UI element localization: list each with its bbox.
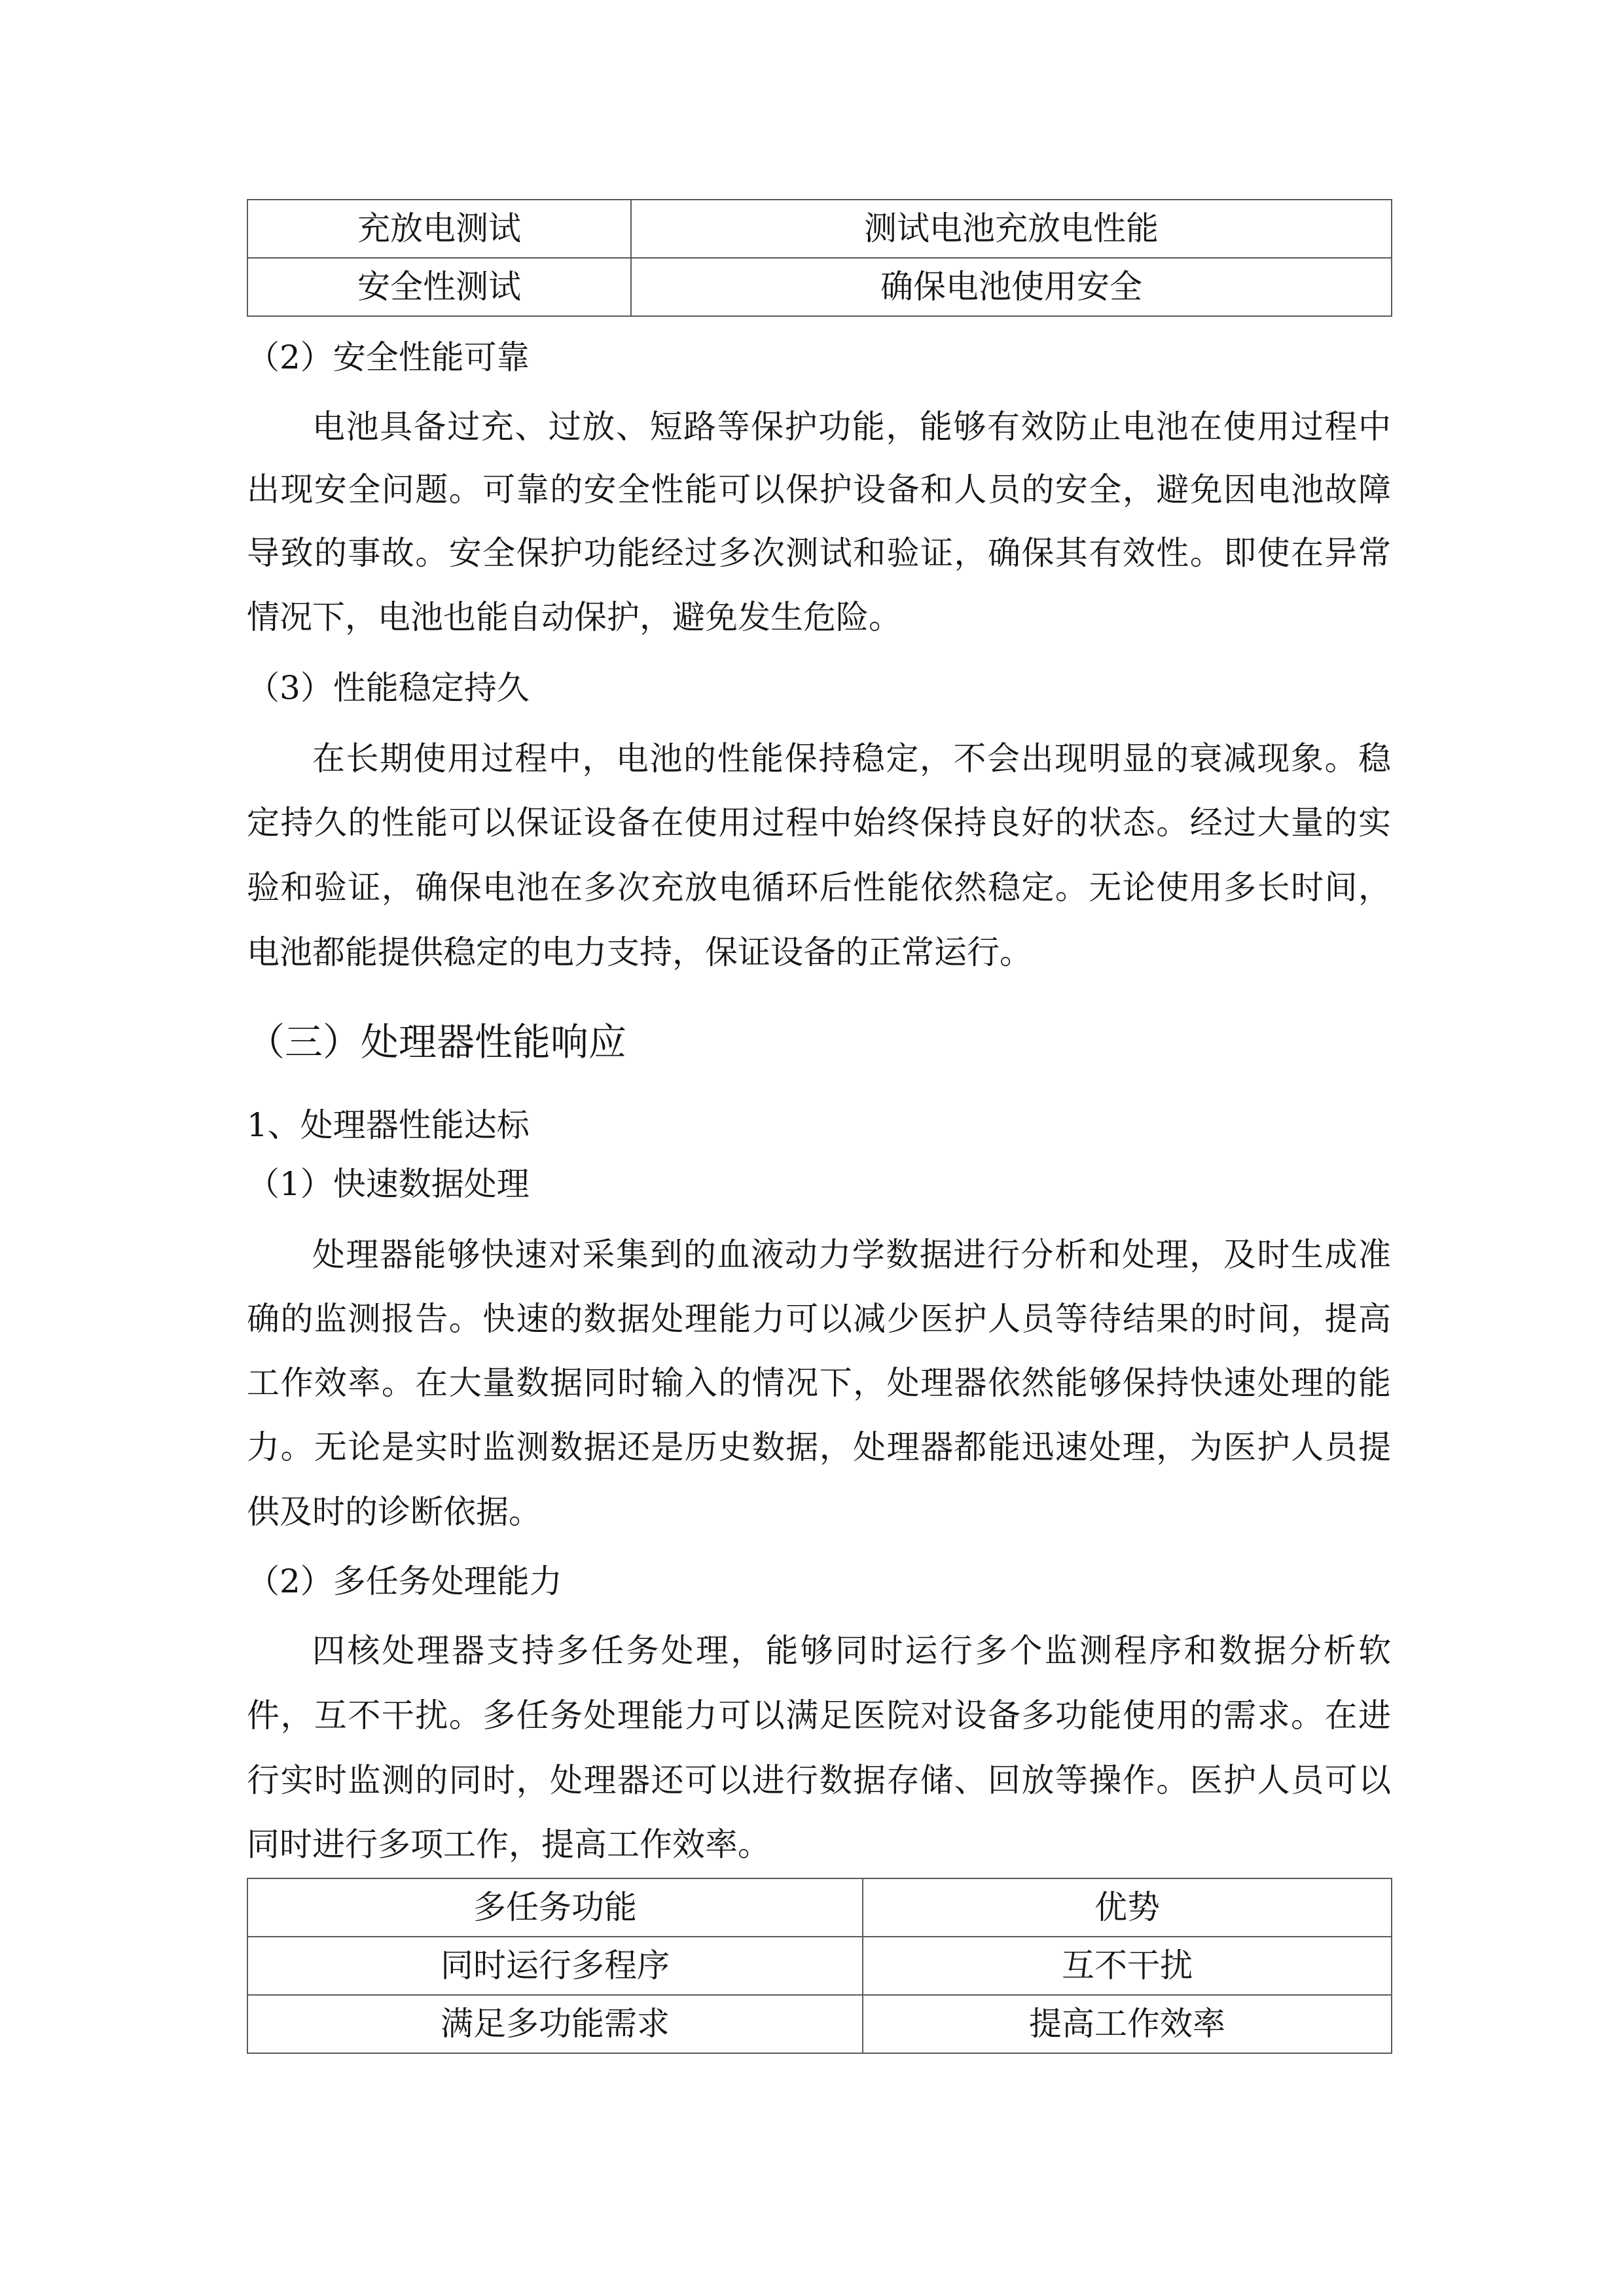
paragraph-line: 同时进行多项工作，提高工作效率。 [247,1825,770,1863]
table-row [247,258,1392,316]
table-row [247,1995,1392,2053]
paragraph-line: 定持久的性能可以保证设备在使用过程中始终保持良好的状态。经过大量的实 [247,804,1391,842]
section-heading-safety: （2）安全性能可靠 [247,338,530,376]
paragraph-line: 验和验证，确保电池在多次充放电循环后性能依然稳定。无论使用多长时间， [247,869,1391,906]
paragraph-line: 件，互不干扰。多任务处理能力可以满足医院对设备多功能使用的需求。在进 [247,1696,1391,1734]
multitask-table [247,1878,1392,2054]
table-cell: 同时运行多程序 [247,1937,863,1995]
paragraph-line: 处理器能够快速对采集到的血液动力学数据进行分析和处理，及时生成准 [312,1236,1391,1274]
paragraph-line: 情况下，电池也能自动保护，避免发生危险。 [247,598,901,636]
table-cell: 满足多功能需求 [247,1995,863,2053]
subsection-heading: 1、处理器性能达标 [247,1106,530,1144]
paragraph-line: 电池具备过充、过放、短路等保护功能，能够有效防止电池在使用过程中 [312,408,1391,446]
paragraph-line: 电池都能提供稳定的电力支持，保证设备的正常运行。 [247,933,1032,971]
section-heading-fast-processing: （1）快速数据处理 [247,1165,530,1203]
paragraph-line: 行实时监测的同时，处理器还可以进行数据存储、回放等操作。医护人员可以 [247,1761,1391,1799]
table-header-row [247,1878,1392,1937]
table-row [247,1937,1392,1995]
paragraph-line: 工作效率。在大量数据同时输入的情况下，处理器依然能够保持快速处理的能 [247,1364,1391,1402]
paragraph-line: 出现安全问题。可靠的安全性能可以保护设备和人员的安全，避免因电池故障 [247,471,1391,509]
table-cell: 提高工作效率 [863,1995,1392,2053]
table-cell-test-item: 安全性测试 [247,258,631,316]
section-heading-multitask: （2）多任务处理能力 [247,1562,562,1600]
table-cell-test-purpose: 确保电池使用安全 [631,258,1392,316]
table-header-cell: 多任务功能 [247,1878,863,1937]
table-cell-test-purpose: 测试电池充放电性能 [631,200,1392,258]
table-cell: 互不干扰 [863,1937,1392,1995]
paragraph-line: 在长期使用过程中，电池的性能保持稳定，不会出现明显的衰减现象。稳 [312,740,1391,778]
table-row [247,200,1392,258]
paragraph-line: 供及时的诊断依据。 [247,1493,541,1531]
paragraph-line: 力。无论是实时监测数据还是历史数据，处理器都能迅速处理，为医护人员提 [247,1428,1391,1466]
section-heading-stability: （3）性能稳定持久 [247,669,530,707]
paragraph-line: 四核处理器支持多任务处理，能够同时运行多个监测程序和数据分析软 [312,1632,1391,1670]
paragraph-line: 确的监测报告。快速的数据处理能力可以减少医护人员等待结果的时间，提高 [247,1300,1391,1338]
chapter-heading-processor: （三）处理器性能响应 [247,1020,627,1064]
table-header-cell: 优势 [863,1878,1392,1937]
paragraph-line: 导致的事故。安全保护功能经过多次测试和验证，确保其有效性。即使在异常 [247,534,1391,572]
table-cell-test-item: 充放电测试 [247,200,631,258]
battery-test-table [247,199,1392,317]
